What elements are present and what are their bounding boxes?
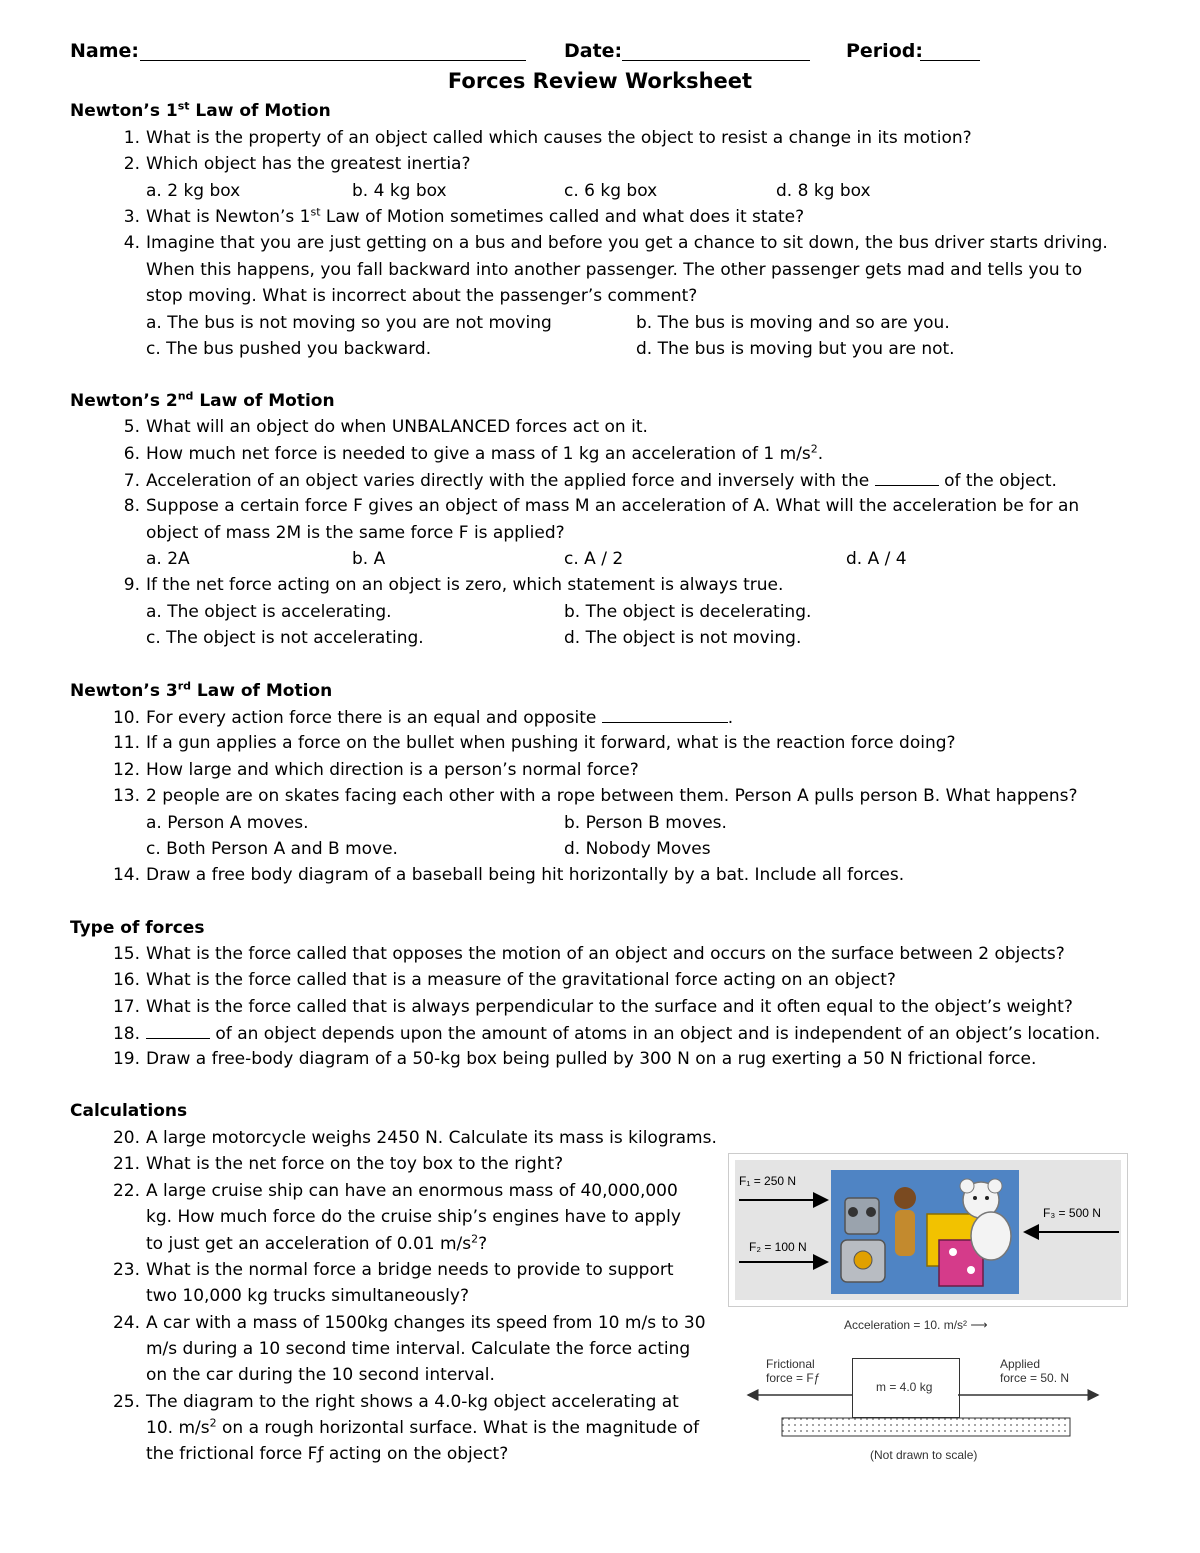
question-14: 14. Draw a free body diagram of a baseball being hit horizontally by a bat. Include all forces. (112, 865, 905, 885)
question-1: 1. What is the property of an object called which causes the object to resist a change in its motion? (123, 128, 972, 148)
acceleration-label: Acceleration = 10. m/s² ⟶ (844, 1318, 988, 1332)
date-label: Date: (564, 40, 623, 62)
question-8-line-2: object of mass 2M is the same force F is applied? (146, 523, 565, 543)
question-12: 12. How large and which direction is a person’s normal force? (112, 760, 639, 780)
q9-option-d: d. The object is not moving. (564, 628, 802, 648)
question-25-line-2: 10. $m/s^2$ on a rough horizontal surface. What is the magnitude of (146, 1416, 700, 1438)
applied-label-line-2: force = 50. N (1000, 1371, 1070, 1385)
question-7: 7. Acceleration of an object varies directly with the applied force and inversely with the of the object. (123, 471, 1057, 491)
q2-option-a: a. 2 kg box (146, 181, 241, 201)
question-4: 4. Imagine that you are just getting on a bus and before you get a chance to sit down, the bus driver starts driving. (123, 233, 1108, 253)
question-22: 22. A large cruise ship can have an enormous mass of 40,000,000 (112, 1181, 678, 1201)
q13-option-a: a. Person A moves. (146, 813, 309, 833)
not-to-scale-note: (Not drawn to scale) (870, 1448, 978, 1462)
question-24-line-2: m/s during a 10 second time interval. Calculate the force acting (146, 1339, 691, 1359)
q8-option-a: a. 2A (146, 549, 190, 569)
question-5: 5. What will an object do when UNBALANCED forces act on it. (123, 417, 648, 437)
rough-surface (782, 1418, 1070, 1436)
question-15: 15. What is the force called that opposes the motion of an object and occurs on the surface between 2 objects? (112, 944, 1065, 964)
q7-blank[interactable] (875, 469, 939, 486)
q2-option-d: d. 8 kg box (776, 181, 871, 201)
question-17: 17. What is the force called that is always perpendicular to the surface and it often equal to the object’s weight? (112, 997, 1073, 1017)
mass-label: m = 4.0 kg (876, 1380, 933, 1394)
date-blank[interactable] (622, 44, 810, 61)
applied-label-line-1: Applied (1000, 1357, 1041, 1371)
q9-option-c: c. The object is not accelerating. (146, 628, 424, 648)
q2-option-b: b. 4 kg box (352, 181, 447, 201)
question-9: 9. If the net force acting on an object is zero, which statement is always true. (123, 575, 784, 595)
page-title: Forces Review Worksheet (447, 69, 753, 93)
question-24-line-3: on the car during the 10 second interval. (146, 1365, 495, 1385)
question-10: 10. For every action force there is an equal and opposite . (112, 708, 734, 728)
question-8: 8. Suppose a certain force F gives an object of mass M an acceleration of A. What will the acceleration be for an (123, 496, 1080, 516)
q9-option-b: b. The object is decelerating. (564, 602, 812, 622)
question-11: 11. If a gun applies a force on the bullet when pushing it forward, what is the reaction force doing? (112, 733, 956, 753)
question-4-line-3: stop moving. What is incorrect about the passenger’s comment? (146, 286, 698, 306)
question-2: 2. Which object has the greatest inertia? (123, 154, 471, 174)
question-18: 18. of an object depends upon the amount of atoms in an object and is independent of an object’s location. (112, 1024, 1101, 1044)
friction-label-line-2: force = Fƒ (766, 1371, 821, 1385)
question-23: 23. What is the normal force a bridge needs to provide to support (112, 1260, 674, 1280)
section-heading-calculations: Calculations (70, 1101, 188, 1121)
q18-blank[interactable] (146, 1022, 210, 1039)
section-heading-newton-2: Newton’s 2nd Law of Motion (70, 389, 335, 411)
q4-option-c: c. The bus pushed you backward. (146, 339, 432, 359)
period-label: Period: (846, 40, 923, 62)
q9-option-a: a. The object is accelerating. (146, 602, 392, 622)
q13-option-d: d. Nobody Moves (564, 839, 711, 859)
name-blank[interactable] (140, 44, 526, 61)
q4-option-d: d. The bus is moving but you are not. (636, 339, 955, 359)
q8-option-b: b. A (352, 549, 386, 569)
question-4-line-2: When this happens, you fall backward into another passenger. The other passenger gets mad and tells you to (146, 260, 1083, 280)
f2-label: F₂ = 100 N (749, 1240, 807, 1254)
q8-option-d: d. A / 4 (846, 549, 907, 569)
section-heading-newton-3: Newton’s 3rd Law of Motion (70, 679, 333, 701)
q10-blank[interactable] (602, 706, 728, 723)
period-blank[interactable] (920, 44, 980, 61)
question-16: 16. What is the force called that is a measure of the gravitational force acting on an object? (112, 970, 896, 990)
q4-option-b: b. The bus is moving and so are you. (636, 313, 950, 333)
section-heading-newton-1: Newton’s 1st Law of Motion (70, 99, 331, 121)
question-24: 24. A car with a mass of 1500kg changes its speed from 10 m/s to 30 (112, 1313, 706, 1333)
question-25-line-3: the frictional force Fƒ acting on the object? (146, 1444, 509, 1464)
question-23-line-2: two 10,000 kg trucks simultaneously? (146, 1286, 469, 1306)
friction-label-line-1: Frictional (766, 1357, 815, 1371)
toy-box-figure (728, 1153, 1128, 1307)
question-22-line-2: kg. How much force do the cruise ship’s engines have to apply (146, 1207, 681, 1227)
q13-option-b: b. Person B moves. (564, 813, 727, 833)
question-21: 21. What is the net force on the toy box to the right? (112, 1154, 564, 1174)
question-20: 20. A large motorcycle weighs 2450 N. Calculate its mass is kilograms. (112, 1128, 717, 1148)
q8-option-c: c. A / 2 (564, 549, 624, 569)
question-19: 19. Draw a free-body diagram of a 50-kg box being pulled by 300 N on a rug exerting a 50 N frictional force. (112, 1049, 1037, 1069)
question-6: 6. How much net force is needed to give a mass of 1 kg an acceleration of 1 $m/s^2$. (123, 442, 824, 464)
q4-option-a: a. The bus is not moving so you are not moving (146, 313, 552, 333)
question-13: 13. 2 people are on skates facing each other with a rope between them. Person A pulls person B. What happens? (112, 786, 1078, 806)
question-3: 3. What is Newton’s 1st Law of Motion sometimes called and what does it state? (123, 205, 805, 227)
question-22-line-3: to just get an acceleration of 0.01 $m/s^2$? (146, 1232, 488, 1254)
block-force-arrows (744, 1380, 1104, 1442)
name-label: Name: (70, 40, 140, 62)
question-25: 25. The diagram to the right shows a 4.0-kg object accelerating at (112, 1392, 679, 1412)
f1-label: F₁ = 250 N (739, 1174, 797, 1188)
f3-label: F₃ = 500 N (1043, 1206, 1101, 1220)
q13-option-c: c. Both Person A and B move. (146, 839, 398, 859)
q2-option-c: c. 6 kg box (564, 181, 658, 201)
section-heading-type-of-forces: Type of forces (70, 918, 205, 938)
